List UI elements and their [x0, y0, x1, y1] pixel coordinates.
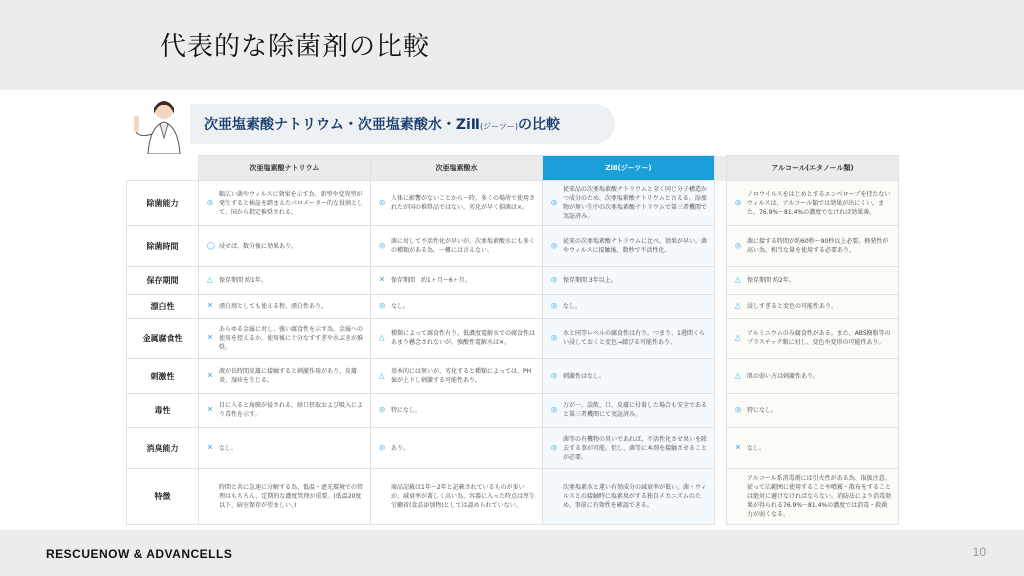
table-cell — [727, 294, 899, 318]
cell-text: なし。 — [219, 444, 238, 452]
table-cell — [199, 318, 371, 359]
table-cell — [543, 318, 715, 359]
table-cell — [543, 428, 715, 469]
table-cell — [543, 266, 715, 294]
table-cell — [199, 226, 371, 267]
table-cell — [727, 469, 899, 525]
row-label: 消臭能力 — [127, 428, 199, 469]
rating-mark: ◎ — [551, 443, 558, 452]
cell-text: 水と同等レベルの腐食性は有り。つまり、1週間くらい浸しておくと変色→錆びる可能性あり。 — [563, 330, 705, 347]
cell-text: 保存期間 約1年。 — [219, 276, 267, 284]
column-header: 次亜塩素酸水 — [371, 156, 543, 181]
table-row — [127, 226, 899, 267]
rating-mark: ◎ — [735, 198, 742, 207]
table-cell — [543, 181, 715, 226]
cell-text: 種類によって腐食性有り。低濃度電解水での腐食性はあまり懸念されないが、強酸性電解水は✕。 — [391, 330, 536, 347]
rating-mark: ◎ — [551, 333, 558, 342]
table-cell — [371, 393, 543, 427]
cell-text: 目に入ると角膜が侵される。経口摂取および吸入により毒性を示す。 — [219, 402, 364, 419]
cell-text: 菌等の有機物の臭いであれば、不活性化させ臭いを除去する事が可能。但し、菌等に本剤を接触させることが必要。 — [563, 435, 708, 461]
cell-text: 人体に影響がないことから一時、多くの場所で使用されたが国の推奨品ではない。劣化が早く損菌は×。 — [391, 195, 536, 212]
table-row — [127, 266, 899, 294]
table-cell — [371, 294, 543, 318]
presenter-illustration — [124, 94, 194, 154]
cell-text: アルミニウムのみ腐食性がある。また、ABS樹脂等のプラスチック類に対し、変色や変形の可能性あり。 — [747, 330, 891, 347]
cell-text: 幅広い菌やウィルスに効果を示す為、新型や変異型が発生すると検証を踏まえたパロメーター的な役割として、国から指定推奨される。 — [219, 190, 364, 216]
cell-text: 菌に対して不活性化が早いが、次亜塩素酸水にも多くの種類がある為、一概には言えない。 — [391, 238, 536, 255]
column-header: アルコール(エタノール類) — [727, 156, 899, 181]
table-cell — [727, 393, 899, 427]
rating-mark: △ — [207, 275, 213, 284]
rating-mark: ✕ — [735, 443, 741, 452]
rating-mark: ✕ — [207, 371, 213, 380]
table-cell — [199, 428, 371, 469]
cell-text: 菌に接する時間が約60秒〜90秒以上必要。揮発性が高い為、相当な量を使用する必要あり。 — [747, 238, 889, 255]
rating-mark: ◎ — [735, 405, 742, 414]
row-label: 除菌能力 — [127, 181, 199, 226]
cell-text: 次亜塩素水と違い有効成分の減衰率が低い。菌・ウィルスとの接触時に塩素臭がする独自メカニズムのため、事前に有効性を確認できる。 — [563, 484, 707, 510]
table-cell — [727, 266, 899, 294]
table-cell — [371, 428, 543, 469]
cell-text: 浸しすぎると変色の可能性あり。 — [747, 302, 838, 310]
rating-mark: ◎ — [379, 301, 386, 310]
row-label: 毒性 — [127, 393, 199, 427]
table-row — [127, 359, 899, 393]
table-row — [127, 294, 899, 318]
table-cell — [199, 181, 371, 226]
corner-cell — [127, 156, 199, 181]
cell-text: 液が長時間皮膚に接触すると刺激作用があり、皮膚炎、湿疹を生じる。 — [219, 368, 358, 385]
table-cell — [371, 181, 543, 226]
rating-mark: △ — [735, 301, 741, 310]
cell-text: ノロウイルスをはじめとするエンベロープを持たないウィルスは、アルコール類では効果が出にくい。また、76.9%〜81.4%の濃度でなければ効果薄。 — [747, 190, 891, 216]
table-row — [127, 469, 899, 525]
row-label: 特徴 — [127, 469, 199, 525]
table-cell — [371, 359, 543, 393]
table-cell — [371, 318, 543, 359]
rating-mark: △ — [735, 275, 741, 284]
rating-mark: ◎ — [551, 275, 558, 284]
rating-mark: ◎ — [551, 198, 558, 207]
table-row — [127, 181, 899, 226]
cell-text: 保存期間 約2年。 — [747, 276, 795, 284]
rating-mark: △ — [379, 371, 385, 380]
cell-text: 従来品の次亜塩素酸ナトリウムと全く同じ分子構造かつ成分のため、次亜塩素酸ナトリウムと言える。添加物が無い生中の次亜塩素酸ナトリウムで第三者機関で実証済み。 — [563, 186, 707, 221]
cell-text: 浸せば、数分後に効果あり。 — [219, 242, 298, 250]
table-cell — [371, 226, 543, 267]
table-cell — [727, 359, 899, 393]
company-name: RESCUENOW & ADVANCELLS — [46, 547, 233, 561]
table-header-row — [127, 156, 899, 181]
rating-mark: ◎ — [735, 241, 742, 250]
table-cell — [199, 359, 371, 393]
rating-mark: △ — [735, 333, 741, 342]
row-label: 刺激性 — [127, 359, 199, 393]
rating-mark: ◎ — [551, 405, 558, 414]
page-number: 10 — [972, 545, 986, 559]
rating-mark: △ — [735, 371, 741, 380]
table-cell — [727, 226, 899, 267]
rating-mark: ◎ — [379, 241, 386, 250]
column-header-highlight: ZiⅡ(ジーツー) — [543, 156, 715, 181]
table-cell — [199, 266, 371, 294]
table-cell — [727, 428, 899, 469]
rating-mark: ✕ — [207, 443, 213, 452]
cell-text: 従来の次亜塩素酸ナトリウムに比べ、効果が早い。菌やウィルスに接触後、数秒で不活性化。 — [563, 238, 707, 255]
table-cell — [371, 266, 543, 294]
table-cell — [543, 469, 715, 525]
row-label: 金属腐食性 — [127, 318, 199, 359]
table-cell — [543, 359, 715, 393]
rating-mark: ✕ — [207, 405, 213, 414]
table-cell — [543, 393, 715, 427]
cell-text: 保存期間 約1ヶ月〜6ヶ月。 — [391, 276, 471, 284]
table-cell — [727, 181, 899, 226]
rating-mark: △ — [379, 333, 385, 342]
rating-mark: ◎ — [551, 301, 558, 310]
rating-mark: ◎ — [379, 198, 386, 207]
table-row — [127, 318, 899, 359]
cell-text: あらゆる金属に対し、強い腐食性を示す為、金属への使用を控えるか、使用後に十分なすすぎや水ぶきが推奨。 — [219, 325, 364, 351]
comparison-table — [126, 155, 899, 525]
table-row — [127, 428, 899, 469]
cell-text: 基本的には無いが、劣化すると種類によっては、PH値が上下し刺激する可能性あり。 — [391, 368, 532, 385]
cell-text: 肌の弱い方は刺激性あり。 — [747, 372, 820, 380]
banner-heading: 次亜塩素酸ナトリウム・次亜塩素酸水・ZiⅡ(ジーツー)の比較 — [204, 117, 560, 133]
table-cell — [371, 469, 543, 525]
table-cell — [727, 318, 899, 359]
table-cell — [543, 294, 715, 318]
column-header: 次亜塩素酸ナトリウム — [199, 156, 371, 181]
table-cell — [199, 469, 371, 525]
header-bar — [0, 0, 1024, 90]
rating-mark: ◎ — [207, 198, 214, 207]
table-cell — [199, 393, 371, 427]
rating-mark: ◎ — [551, 241, 558, 250]
rating-mark: ◎ — [379, 443, 386, 452]
cell-text: なし。 — [747, 444, 766, 452]
cell-text: なし。 — [563, 302, 582, 310]
rating-mark: ✕ — [379, 275, 385, 284]
rating-mark: ◯ — [207, 241, 215, 250]
table-cell — [199, 294, 371, 318]
table-row — [127, 393, 899, 427]
cell-text: あり。 — [391, 444, 410, 452]
cell-text: 万が一、誤飲、口、皮膚に付着した場合も安全であると第三者機関にて実証済み。 — [563, 402, 708, 419]
rating-mark: ◎ — [551, 371, 558, 380]
cell-text: アルコール系消毒剤には引火性がある為、取扱注意。従って広範囲に使用することや噴霧・散布をすることは絶対に避けなければならない。消防法により消毒効果が得られる76.9%〜81.4%の濃度では消毒・殺菌力が弱くなる。 — [747, 475, 892, 519]
cell-text: 漂白剤としても使える程、漂白性あり。 — [219, 302, 328, 310]
table-cell — [543, 226, 715, 267]
row-label: 保存期間 — [127, 266, 199, 294]
row-label: 除菌時間 — [127, 226, 199, 267]
rating-mark: ◎ — [379, 405, 386, 414]
cell-text: 特になし。 — [391, 406, 422, 414]
cell-text: 特になし。 — [747, 406, 778, 414]
page-title: 代表的な除菌剤の比較 — [160, 32, 431, 62]
cell-text: 刺激性はなし。 — [563, 372, 606, 380]
cell-text: 商品記載は1年〜2年と記載されているものが多いが、減衰率が著しく高い為、容器に入った時点は厚生労働省(食品添加物)としては認められていない。 — [391, 484, 536, 510]
row-label: 漂白性 — [127, 294, 199, 318]
cell-text: 保存期間 3年以上。 — [563, 276, 617, 284]
rating-mark: ✕ — [207, 333, 213, 342]
cell-text: 時間と共に急速に分解する為、低温・遮光環境での管理はもちろん、定期的な濃度管理が重要。(低温20度以下、暗室保存が望ましい。) — [219, 484, 364, 510]
rating-mark: ✕ — [207, 301, 213, 310]
cell-text: なし。 — [391, 302, 410, 310]
